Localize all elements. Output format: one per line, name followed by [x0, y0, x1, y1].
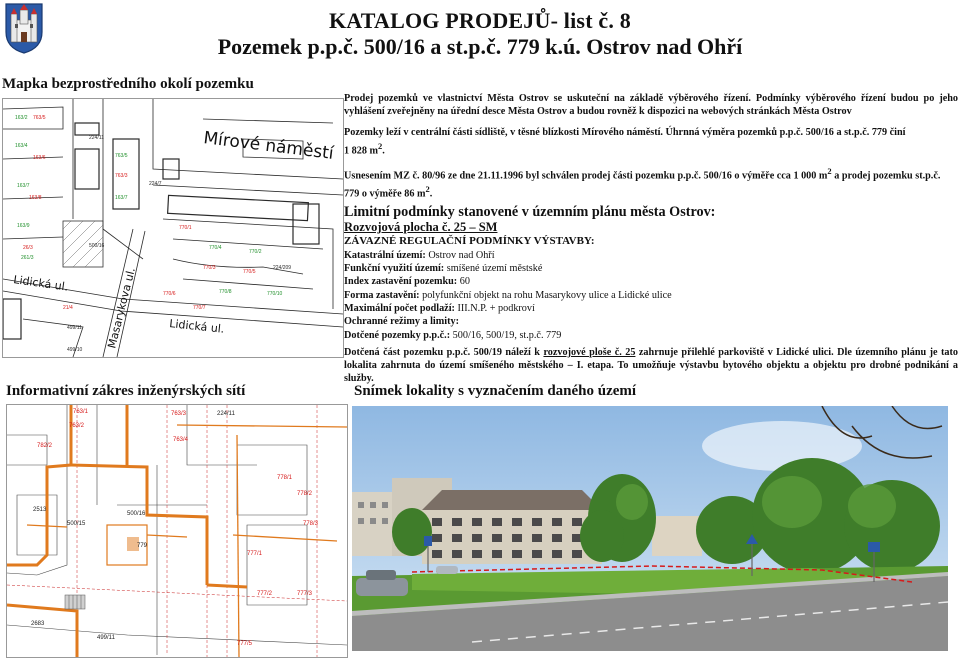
location-text: Pozemky leží v centrální části sídliště, v těsné blízkosti Mírového náměstí. Úhrnná výměra pozemků p.p.č. 500/16 a st.p.č. 779 činí	[344, 127, 906, 139]
svg-text:777/2: 777/2	[257, 591, 273, 597]
req-row-floors: Maximální počet podlaží: III.N.P. + podkroví	[344, 303, 535, 315]
svg-text:499/10: 499/10	[67, 347, 83, 353]
resolution-sup-1: 2	[827, 166, 832, 177]
svg-text:163/4: 163/4	[15, 143, 28, 149]
locality-photo	[352, 406, 948, 651]
svg-text:163/8: 163/8	[29, 195, 42, 201]
svg-text:782/2: 782/2	[37, 443, 53, 449]
svg-text:261/3: 261/3	[21, 255, 34, 261]
svg-text:763/5: 763/5	[115, 153, 128, 159]
street-label-masarykova: Masarykova ul.	[105, 266, 138, 350]
req-row-cadastral: Katastrální území: Ostrov nad Ohří	[344, 249, 495, 261]
intro-paragraph: Prodej pozemků ve vlastnictví Města Ostrov se uskuteční na základě výběrového řízení. Podmínky výběrového řízení budou po jeho vyhlášení zveřejněny na úřední desce Města Ostrov a budou rovněž k dispozici na webových stránkách Města Ostrov	[344, 93, 958, 118]
svg-text:770/10: 770/10	[267, 291, 283, 297]
svg-text:779: 779	[137, 543, 148, 549]
svg-text:163/9: 163/9	[17, 223, 30, 229]
svg-text:770/8: 770/8	[219, 289, 232, 295]
svg-text:224/11: 224/11	[217, 411, 235, 417]
engineering-networks-map	[6, 404, 348, 658]
req-row-index: Index zastavění pozemku: 60	[344, 276, 470, 288]
photo-section-title: Snímek lokality s vyznačením daného území	[354, 383, 637, 399]
final-text-b: zahrnuje přilehlé parkoviště v Lidické ulici. Dle územního plánu je tato lokalita zahrnuta do území smíšeného městského – I. etapa. To umožňuje výstavbu bytového objektu a objektu pro drobné podnikání a služby.	[344, 346, 958, 385]
svg-text:500/15: 500/15	[67, 521, 86, 527]
svg-text:499/11: 499/11	[67, 325, 82, 331]
svg-text:499/11: 499/11	[97, 635, 115, 641]
req-row-form: Forma zastavění: polyfunkční objekt na rohu Masarykovy ulice a Lidické ulice	[344, 289, 672, 301]
description-text	[344, 92, 958, 386]
location-paragraph	[344, 126, 958, 157]
street-label-square: Mírové náměstí	[202, 128, 335, 164]
svg-text:163/7: 163/7	[17, 183, 30, 189]
svg-text:224/209: 224/209	[273, 265, 292, 271]
svg-text:778/1: 778/1	[277, 475, 293, 481]
limits-heading: Limitní podmínky stanovené v územním plánu města Ostrov:	[344, 204, 716, 221]
requirements-list	[344, 249, 958, 342]
svg-text:770/3: 770/3	[203, 265, 216, 271]
requirements-heading: ZÁVAZNÉ REGULAČNÍ PODMÍNKY VÝSTAVBY:	[344, 235, 595, 248]
svg-text:763/4: 763/4	[173, 437, 189, 443]
svg-text:770/2: 770/2	[249, 249, 262, 255]
svg-text:26/3: 26/3	[23, 245, 33, 251]
resolution-text-a: Usnesením MZ č. 80/96 ze dne 21.11.1996 byl schválen prodej části pozemku p.p.č. 500/16 o výměře cca 1 000 m	[344, 170, 828, 182]
final-text-a: Dotčená část pozemku p.p.č. 500/19 náleží k	[344, 346, 544, 358]
svg-text:770/6: 770/6	[163, 291, 176, 297]
svg-text:163/6: 163/6	[33, 155, 46, 161]
limits-subheading: Rozvojová plocha č. 25 – SM	[344, 220, 498, 235]
svg-text:770/7: 770/7	[193, 305, 206, 311]
resolution-sup-2: 2	[425, 183, 430, 194]
svg-text:2513: 2513	[33, 507, 47, 513]
svg-text:778/2: 778/2	[297, 491, 313, 497]
svg-text:224/11: 224/11	[89, 135, 104, 141]
svg-text:163/2: 163/2	[15, 115, 28, 121]
map-section-title: Mapka bezprostředního okolí pozemku	[2, 76, 254, 92]
engineering-section-title: Informativní zákres inženýrských sítí	[6, 383, 246, 399]
svg-text:777/3: 777/3	[297, 591, 313, 597]
svg-text:763/5: 763/5	[33, 115, 46, 121]
svg-text:763/3: 763/3	[171, 411, 187, 417]
req-row-function: Funkční využití území: smíšené území městské	[344, 263, 543, 275]
svg-text:770/4: 770/4	[209, 245, 222, 251]
req-row-parcels: Dotčené pozemky p.p.č.: 500/16, 500/19, st.p.č. 779	[344, 329, 562, 341]
location-area: 1 828 m	[344, 145, 378, 156]
parcel-title: Pozemek p.p.č. 500/16 a st.p.č. 779 k.ú. Ostrov nad Ohří	[217, 34, 743, 59]
svg-text:21/4: 21/4	[63, 305, 73, 311]
svg-text:778/3: 778/3	[303, 521, 319, 527]
final-underlined: rozvojové ploše č. 25	[543, 346, 636, 358]
svg-text:777/1: 777/1	[247, 551, 263, 557]
final-paragraph	[344, 346, 958, 386]
street-label-lidicka-2: Lidická ul.	[168, 317, 225, 336]
surroundings-map	[2, 98, 344, 358]
svg-text:163/7: 163/7	[115, 195, 128, 201]
location-area-sup: 2	[377, 140, 383, 151]
street-label-lidicka-1: Lidická ul.	[12, 273, 70, 294]
svg-text:500/16: 500/16	[127, 511, 146, 517]
resolution-end: .	[429, 188, 433, 200]
location-end: .	[382, 145, 385, 156]
req-row-protection: Ochranné režimy a limity:	[344, 316, 459, 328]
svg-text:224/7: 224/7	[149, 181, 162, 187]
resolution-paragraph	[344, 165, 958, 200]
resolution-text-b: a prodej pozemku st.p.č. 779 o výměře 86 m	[344, 170, 941, 200]
svg-text:770/5: 770/5	[243, 269, 256, 275]
svg-text:763/1: 763/1	[73, 409, 89, 415]
svg-text:777/5: 777/5	[237, 641, 253, 647]
svg-text:763/3: 763/3	[115, 173, 128, 179]
svg-text:763/2: 763/2	[69, 423, 85, 429]
svg-text:500/16: 500/16	[89, 243, 105, 249]
svg-text:2683: 2683	[31, 621, 45, 627]
catalog-title: KATALOG PRODEJŮ- list č. 8	[329, 8, 631, 33]
svg-text:770/1: 770/1	[179, 225, 192, 231]
